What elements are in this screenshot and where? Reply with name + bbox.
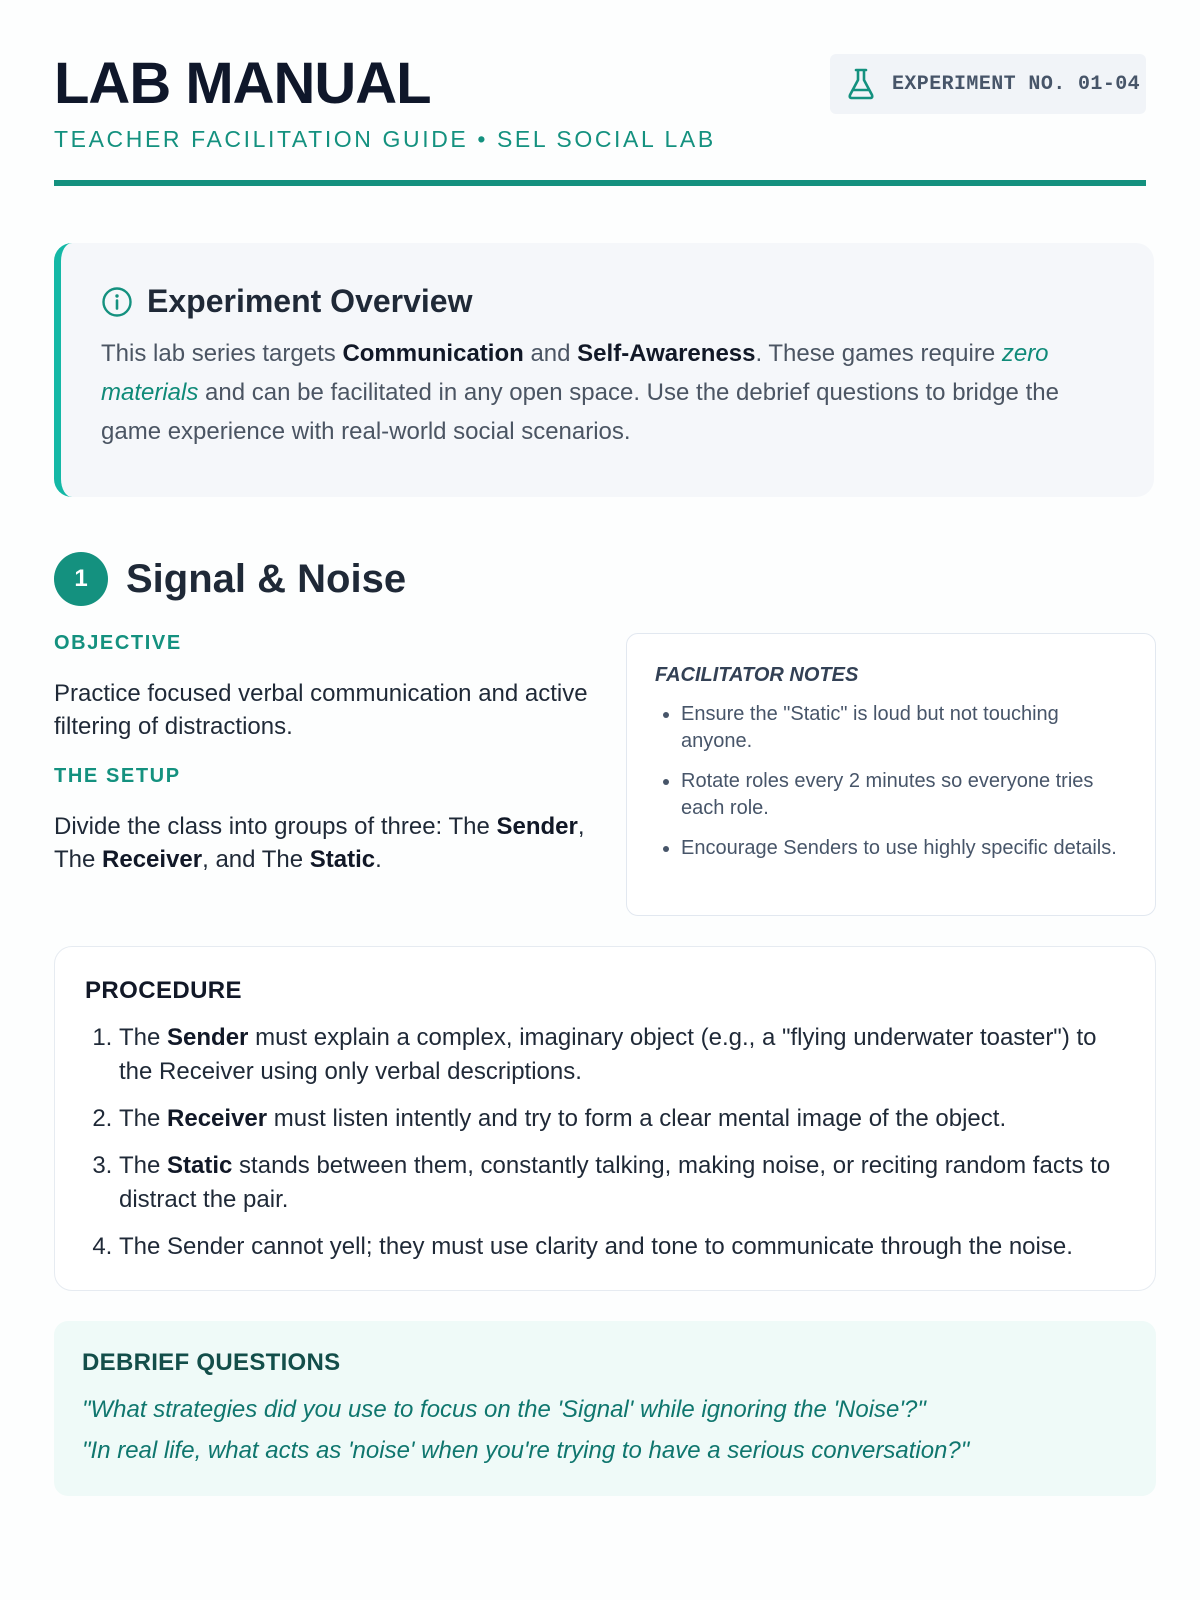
procedure-step: 2. The Receiver must listen intently and try to form a clear mental image of the object. — [119, 1102, 1125, 1136]
notes-list — [655, 701, 1127, 862]
notes-title: FACILITATOR NOTES — [655, 664, 859, 686]
overview-text: This lab series targets Communication and Self-Awareness. These games require zero materials and can be facilitated in any open space. Use the debrief questions to bridge the game experience with real-world social scenarios. — [101, 340, 1059, 445]
procedure-steps — [85, 1021, 1125, 1264]
flask-icon — [846, 67, 876, 101]
facilitator-notes-card — [626, 633, 1156, 916]
procedure-step: 4. The Sender cannot yell; they must use clarity and tone to communicate through the noise. — [119, 1230, 1125, 1264]
overview-title: Experiment Overview — [147, 283, 473, 319]
list-item: • Ensure the "Static" is loud but not touching anyone. — [681, 701, 1127, 755]
page-title: LAB MANUAL — [54, 51, 431, 116]
list-item: • Encourage Senders to use highly specific details. — [681, 835, 1127, 862]
debrief-card — [54, 1321, 1156, 1496]
procedure-card — [54, 946, 1156, 1291]
page-subtitle: TEACHER FACILITATION GUIDE • SEL SOCIAL LAB — [54, 126, 716, 152]
section-heading — [54, 552, 406, 606]
procedure-title: PROCEDURE — [85, 977, 242, 1004]
section-details — [54, 632, 594, 876]
experiment-badge — [830, 54, 1146, 114]
debrief-question: "In real life, what acts as 'noise' when you're trying to have a serious conversation?" — [82, 1437, 970, 1464]
setup-text: Divide the class into groups of three: The Sender, The Receiver, and The Static. — [54, 813, 585, 873]
debrief-title: DEBRIEF QUESTIONS — [82, 1349, 341, 1376]
setup-label: THE SETUP — [54, 765, 181, 787]
procedure-step: 1. The Sender must explain a complex, imaginary object (e.g., a "flying underwater toaster") to the Receiver using only verbal descriptions. — [119, 1021, 1125, 1089]
debrief-question: "What strategies did you use to focus on the 'Signal' while ignoring the 'Noise'?" — [82, 1396, 926, 1423]
section-title: Signal & Noise — [126, 556, 407, 601]
objective-label: OBJECTIVE — [54, 632, 182, 654]
list-item: • Rotate roles every 2 minutes so everyone tries each role. — [681, 768, 1127, 822]
procedure-step: 3. The Static stands between them, constantly talking, making noise, or reciting random facts to distract the pair. — [119, 1149, 1125, 1217]
header — [54, 0, 1146, 186]
experiment-overview-card — [54, 243, 1154, 497]
experiment-number: EXPERIMENT NO. 01-04 — [892, 72, 1141, 96]
section-number-badge: 1 — [54, 552, 108, 606]
info-icon — [101, 286, 133, 318]
objective-text: Practice focused verbal communication and active filtering of distractions. — [54, 680, 588, 740]
